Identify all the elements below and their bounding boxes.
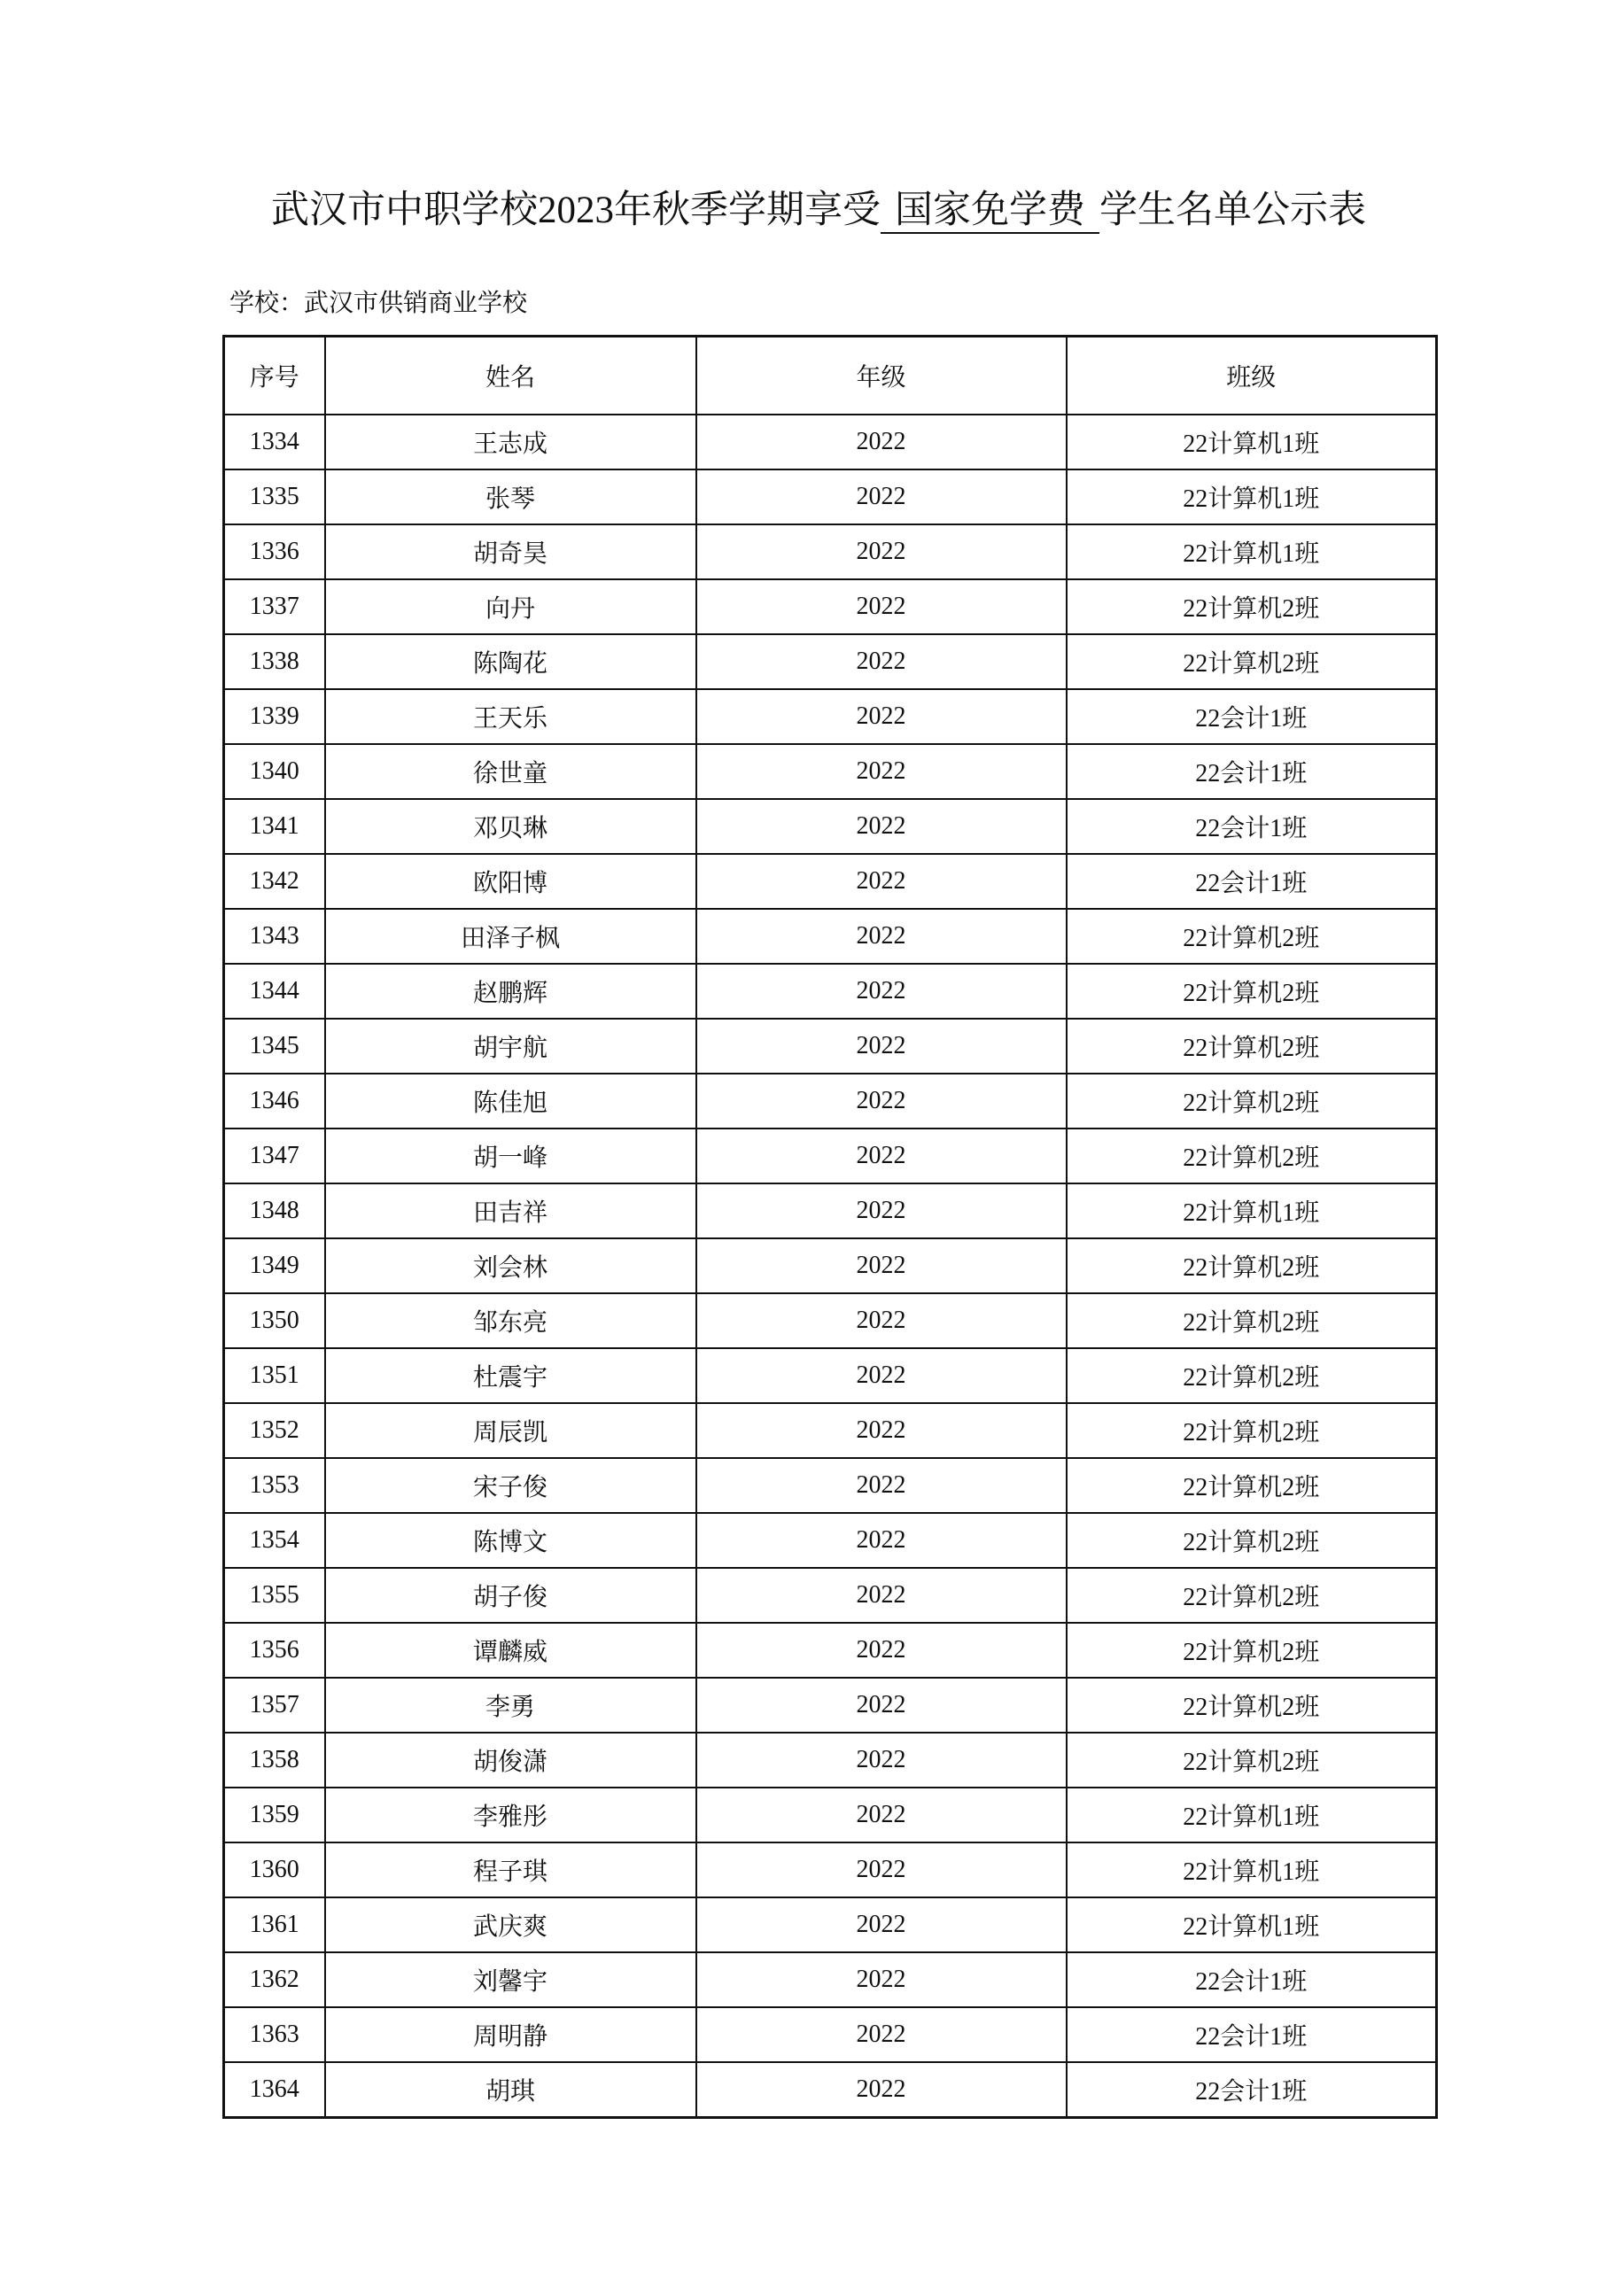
cell-name: 王志成 <box>325 415 696 469</box>
cell-grade: 2022 <box>696 1678 1067 1733</box>
table-row <box>224 1678 1437 1733</box>
cell-index: 1341 <box>224 799 325 854</box>
cell-class: 22计算机2班 <box>1067 1238 1437 1293</box>
cell-name: 陈博文 <box>325 1513 696 1568</box>
cell-grade: 2022 <box>696 1623 1067 1678</box>
cell-class: 22会计1班 <box>1067 2062 1437 2118</box>
cell-grade: 2022 <box>696 689 1067 744</box>
cell-grade: 2022 <box>696 1183 1067 1238</box>
table-row <box>224 909 1437 964</box>
cell-class: 22计算机2班 <box>1067 1458 1437 1513</box>
cell-index: 1338 <box>224 634 325 689</box>
cell-name: 邓贝琳 <box>325 799 696 854</box>
cell-grade: 2022 <box>696 1952 1067 2007</box>
cell-grade: 2022 <box>696 469 1067 524</box>
cell-grade: 2022 <box>696 2007 1067 2062</box>
cell-name: 胡子俊 <box>325 1568 696 1623</box>
cell-class: 22会计1班 <box>1067 799 1437 854</box>
cell-name: 赵鹏辉 <box>325 964 696 1019</box>
cell-index: 1339 <box>224 689 325 744</box>
cell-class: 22计算机2班 <box>1067 1074 1437 1129</box>
header-row <box>224 337 1437 415</box>
cell-grade: 2022 <box>696 1513 1067 1568</box>
header-name: 姓名 <box>325 337 696 415</box>
cell-name: 宋子俊 <box>325 1458 696 1513</box>
cell-name: 刘会林 <box>325 1238 696 1293</box>
cell-grade: 2022 <box>696 1733 1067 1788</box>
cell-name: 李雅彤 <box>325 1788 696 1842</box>
table-row <box>224 1513 1437 1568</box>
cell-class: 22计算机2班 <box>1067 1348 1437 1403</box>
cell-index: 1345 <box>224 1019 325 1074</box>
cell-grade: 2022 <box>696 909 1067 964</box>
cell-grade: 2022 <box>696 634 1067 689</box>
title-suffix: 学生名单公示表 <box>1099 190 1366 231</box>
table-row <box>224 1293 1437 1348</box>
cell-index: 1362 <box>224 1952 325 2007</box>
cell-grade: 2022 <box>696 1238 1067 1293</box>
cell-name: 王天乐 <box>325 689 696 744</box>
cell-index: 1334 <box>224 415 325 469</box>
table-row <box>224 2062 1437 2118</box>
cell-grade: 2022 <box>696 799 1067 854</box>
cell-index: 1355 <box>224 1568 325 1623</box>
cell-class: 22计算机2班 <box>1067 1568 1437 1623</box>
cell-class: 22计算机2班 <box>1067 909 1437 964</box>
cell-class: 22计算机2班 <box>1067 1293 1437 1348</box>
cell-index: 1351 <box>224 1348 325 1403</box>
cell-class: 22计算机2班 <box>1067 1403 1437 1458</box>
cell-grade: 2022 <box>696 854 1067 909</box>
cell-grade: 2022 <box>696 744 1067 799</box>
cell-name: 田泽子枫 <box>325 909 696 964</box>
table-row <box>224 634 1437 689</box>
cell-name: 邹东亮 <box>325 1293 696 1348</box>
cell-index: 1352 <box>224 1403 325 1458</box>
cell-index: 1344 <box>224 964 325 1019</box>
cell-class: 22计算机2班 <box>1067 1019 1437 1074</box>
table-row <box>224 1733 1437 1788</box>
table-row <box>224 744 1437 799</box>
cell-index: 1350 <box>224 1293 325 1348</box>
cell-name: 田吉祥 <box>325 1183 696 1238</box>
cell-class: 22会计1班 <box>1067 1952 1437 2007</box>
title-underlined-subsidy: 国家免学费 <box>881 190 1099 234</box>
cell-name: 李勇 <box>325 1678 696 1733</box>
table-row <box>224 415 1437 469</box>
table-row <box>224 1074 1437 1129</box>
header-grade: 年级 <box>696 337 1067 415</box>
school-label: 学校：武汉市供销商业学校 <box>229 290 528 317</box>
cell-name: 向丹 <box>325 579 696 634</box>
cell-index: 1346 <box>224 1074 325 1129</box>
cell-class: 22会计1班 <box>1067 744 1437 799</box>
cell-index: 1361 <box>224 1897 325 1952</box>
cell-class: 22会计1班 <box>1067 689 1437 744</box>
cell-name: 杜震宇 <box>325 1348 696 1403</box>
cell-index: 1335 <box>224 469 325 524</box>
student-roster-table <box>222 335 1438 2119</box>
table-row <box>224 1238 1437 1293</box>
header-index: 序号 <box>224 337 325 415</box>
cell-class: 22计算机2班 <box>1067 1623 1437 1678</box>
cell-grade: 2022 <box>696 1293 1067 1348</box>
table-row <box>224 1129 1437 1183</box>
cell-grade: 2022 <box>696 524 1067 579</box>
table-row <box>224 1623 1437 1678</box>
cell-name: 周明静 <box>325 2007 696 2062</box>
cell-grade: 2022 <box>696 1403 1067 1458</box>
cell-class: 22计算机1班 <box>1067 415 1437 469</box>
cell-index: 1348 <box>224 1183 325 1238</box>
table-row <box>224 1897 1437 1952</box>
cell-class: 22计算机2班 <box>1067 1678 1437 1733</box>
cell-grade: 2022 <box>696 1348 1067 1403</box>
cell-class: 22计算机1班 <box>1067 1183 1437 1238</box>
cell-class: 22计算机1班 <box>1067 1842 1437 1897</box>
cell-name: 周辰凯 <box>325 1403 696 1458</box>
table-row <box>224 854 1437 909</box>
cell-class: 22计算机2班 <box>1067 1129 1437 1183</box>
cell-index: 1347 <box>224 1129 325 1183</box>
table-row <box>224 1568 1437 1623</box>
cell-name: 陈陶花 <box>325 634 696 689</box>
cell-index: 1364 <box>224 2062 325 2118</box>
cell-class: 22计算机1班 <box>1067 1897 1437 1952</box>
cell-class: 22计算机2班 <box>1067 634 1437 689</box>
cell-class: 22会计1班 <box>1067 2007 1437 2062</box>
header-class: 班级 <box>1067 337 1437 415</box>
cell-index: 1356 <box>224 1623 325 1678</box>
cell-name: 胡俊潇 <box>325 1733 696 1788</box>
cell-grade: 2022 <box>696 1568 1067 1623</box>
cell-index: 1353 <box>224 1458 325 1513</box>
table-row <box>224 1788 1437 1842</box>
cell-index: 1337 <box>224 579 325 634</box>
cell-grade: 2022 <box>696 1897 1067 1952</box>
cell-name: 胡一峰 <box>325 1129 696 1183</box>
table-row <box>224 579 1437 634</box>
cell-class: 22计算机1班 <box>1067 524 1437 579</box>
table-row <box>224 964 1437 1019</box>
cell-grade: 2022 <box>696 1842 1067 1897</box>
page-title <box>271 184 1366 237</box>
table-row <box>224 1019 1437 1074</box>
cell-class: 22计算机2班 <box>1067 964 1437 1019</box>
cell-class: 22计算机1班 <box>1067 469 1437 524</box>
cell-index: 1349 <box>224 1238 325 1293</box>
cell-class: 22会计1班 <box>1067 854 1437 909</box>
cell-grade: 2022 <box>696 579 1067 634</box>
cell-name: 陈佳旭 <box>325 1074 696 1129</box>
cell-grade: 2022 <box>696 1129 1067 1183</box>
cell-grade: 2022 <box>696 964 1067 1019</box>
table-row <box>224 1183 1437 1238</box>
cell-name: 欧阳博 <box>325 854 696 909</box>
cell-index: 1354 <box>224 1513 325 1568</box>
cell-index: 1343 <box>224 909 325 964</box>
cell-name: 武庆爽 <box>325 1897 696 1952</box>
table-row <box>224 1952 1437 2007</box>
cell-index: 1363 <box>224 2007 325 2062</box>
cell-name: 徐世童 <box>325 744 696 799</box>
cell-name: 胡奇昊 <box>325 524 696 579</box>
table-row <box>224 799 1437 854</box>
title-prefix: 武汉市中职学校2023年秋季学期享受 <box>271 190 881 231</box>
cell-class: 22计算机2班 <box>1067 1733 1437 1788</box>
cell-grade: 2022 <box>696 1019 1067 1074</box>
cell-class: 22计算机2班 <box>1067 579 1437 634</box>
table-row <box>224 2007 1437 2062</box>
table-row <box>224 524 1437 579</box>
cell-index: 1360 <box>224 1842 325 1897</box>
cell-index: 1357 <box>224 1678 325 1733</box>
cell-name: 张琴 <box>325 469 696 524</box>
table-row <box>224 1458 1437 1513</box>
cell-index: 1336 <box>224 524 325 579</box>
table-body <box>224 415 1437 2118</box>
table-header <box>224 337 1437 415</box>
cell-index: 1359 <box>224 1788 325 1842</box>
table-row <box>224 1403 1437 1458</box>
cell-index: 1340 <box>224 744 325 799</box>
cell-grade: 2022 <box>696 1458 1067 1513</box>
cell-name: 谭麟威 <box>325 1623 696 1678</box>
cell-class: 22计算机1班 <box>1067 1788 1437 1842</box>
table-row <box>224 469 1437 524</box>
cell-name: 刘馨宇 <box>325 1952 696 2007</box>
cell-index: 1358 <box>224 1733 325 1788</box>
table-row <box>224 1348 1437 1403</box>
cell-grade: 2022 <box>696 2062 1067 2118</box>
cell-class: 22计算机2班 <box>1067 1513 1437 1568</box>
cell-name: 程子琪 <box>325 1842 696 1897</box>
cell-name: 胡宇航 <box>325 1019 696 1074</box>
cell-name: 胡琪 <box>325 2062 696 2118</box>
cell-grade: 2022 <box>696 1788 1067 1842</box>
cell-index: 1342 <box>224 854 325 909</box>
cell-grade: 2022 <box>696 415 1067 469</box>
table-row <box>224 689 1437 744</box>
cell-grade: 2022 <box>696 1074 1067 1129</box>
table-row <box>224 1842 1437 1897</box>
